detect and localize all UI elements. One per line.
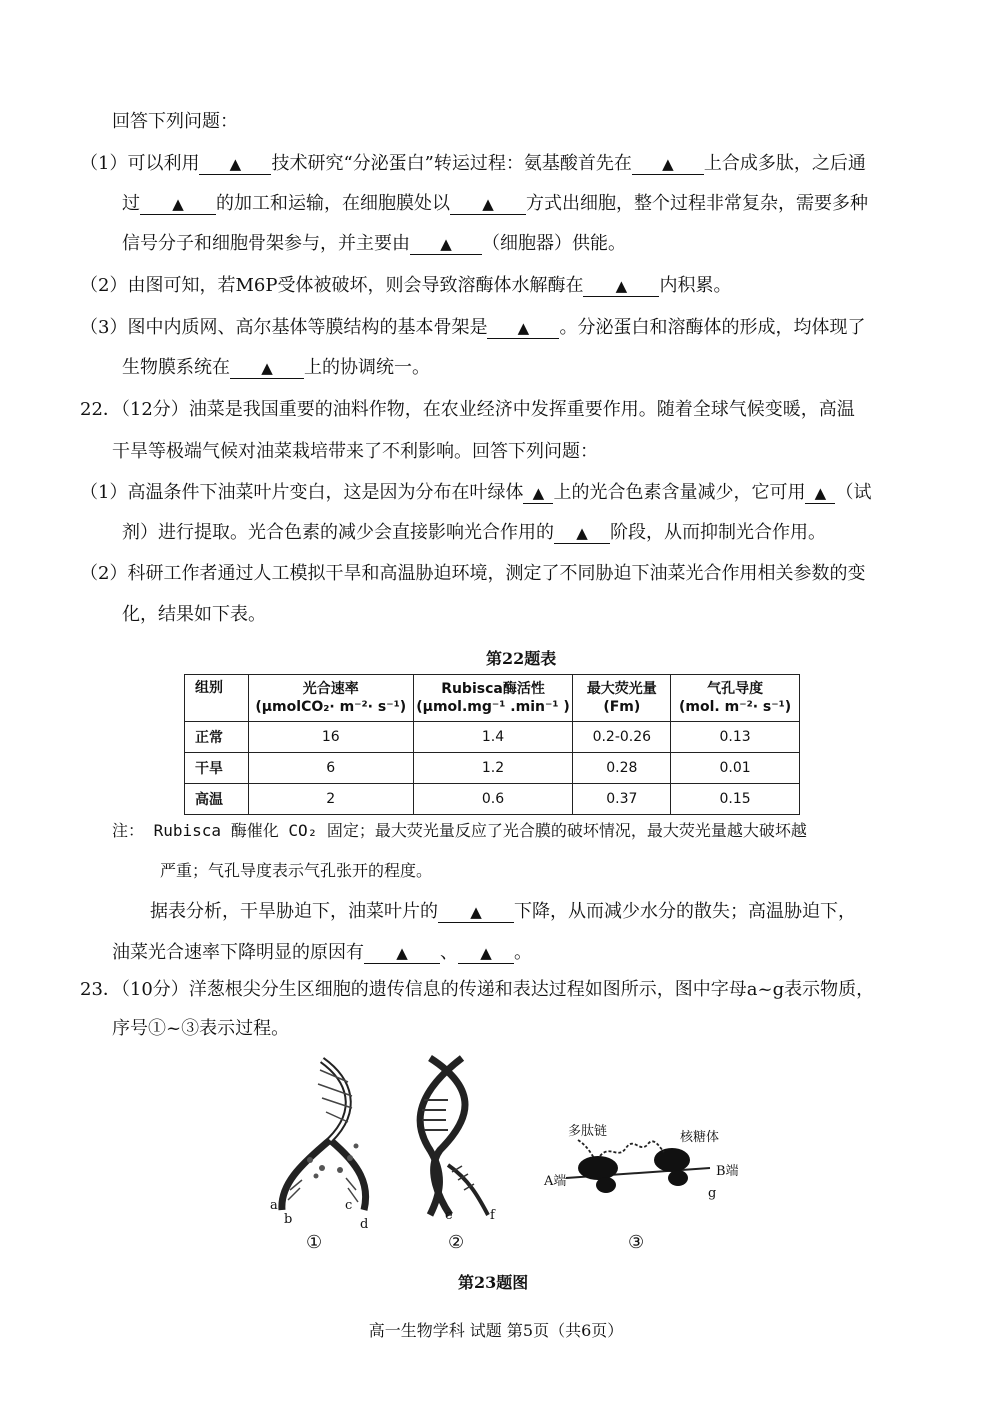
figure-caption: 第23题图	[458, 1273, 529, 1292]
group-cell: 高温	[185, 784, 249, 815]
label-b-end: B端	[716, 1164, 739, 1179]
q21-part1-line2: 过 ▲ 的加工和运输，在细胞膜处以 ▲ 方式出细胞，整个过程非常复杂，需要多种	[122, 193, 868, 214]
answer-blank[interactable]: ▲	[140, 194, 216, 215]
q22-heading: 22．（12分）油菜是我国重要的油料作物，在农业经济中发挥重要作用。随着全球气候变暖，高温	[80, 399, 855, 420]
answer-blank[interactable]: ▲	[487, 318, 559, 339]
table-row	[185, 784, 800, 815]
table-cell: 1.4	[413, 722, 573, 753]
group-cell: 干旱	[185, 753, 249, 784]
q21-part3-line1: （3）图中内质网、高尔基体等膜结构的基本骨架是 ▲ 。分泌蛋白和溶酶体的形成，均体现了	[80, 317, 866, 338]
label-g: g	[708, 1186, 717, 1201]
answer-blank[interactable]: ▲	[632, 154, 704, 175]
table-cell: 0.6	[413, 784, 573, 815]
answer-blank[interactable]: ▲	[554, 523, 610, 544]
label-b: b	[284, 1212, 293, 1227]
q22-analysis-line1: 据表分析，干旱胁迫下，油菜叶片的 ▲ 下降，从而减少水分的散失；高温胁迫下，	[150, 901, 856, 922]
table-cell: 0.13	[671, 722, 800, 753]
answer-blank[interactable]: ▲	[438, 902, 514, 923]
table-header-row	[185, 675, 800, 722]
answer-blank[interactable]: ▲	[458, 943, 514, 964]
answer-blank[interactable]: ▲	[523, 483, 553, 504]
header-cell: 气孔导度 (mol. m⁻²· s⁻¹)	[671, 675, 800, 722]
table-note-line1: 注： Rubisca 酶催化 CO₂ 固定；最大荧光量反应了光合膜的破坏情况，最大荧光量越大破坏越	[112, 821, 807, 840]
table-cell: 0.15	[671, 784, 800, 815]
answer-blank[interactable]: ▲	[805, 483, 835, 504]
label-d: d	[360, 1217, 369, 1232]
table-cell: 1.2	[413, 753, 573, 784]
label-polypeptide: 多肽链	[568, 1124, 608, 1139]
q21-part2: （2）由图可知，若M6P受体被破坏，则会导致溶酶体水解酶在 ▲ 内积累。	[80, 275, 732, 296]
label-e: e	[445, 1208, 453, 1223]
answer-blank[interactable]: ▲	[410, 234, 482, 255]
table-cell: 2	[248, 784, 413, 815]
header-cell: Rubisca酶活性 (μmol.mg⁻¹ .min⁻¹ )	[413, 675, 573, 722]
table-cell: 6	[248, 753, 413, 784]
figure-number-2: ②	[448, 1232, 465, 1253]
figure-number-1: ①	[306, 1232, 323, 1253]
label-ribosome: 核糖体	[680, 1130, 720, 1145]
q21-part1-line1: （1）可以利用 ▲ 技术研究“分泌蛋白”转运过程：氨基酸首先在 ▲ 上合成多肽，之后通	[80, 153, 866, 174]
table-note-line2: 严重；气孔导度表示气孔张开的程度。	[160, 861, 433, 880]
label-f: f	[490, 1208, 495, 1223]
table-cell: 16	[248, 722, 413, 753]
q23-heading-cont: 序号①~③表示过程。	[112, 1018, 290, 1039]
group-cell: 正常	[185, 722, 249, 753]
answer-blank[interactable]: ▲	[199, 154, 271, 175]
table-cell: 0.01	[671, 753, 800, 784]
table-cell: 0.28	[573, 753, 671, 784]
answer-blank[interactable]: ▲	[450, 194, 526, 215]
answer-blank[interactable]: ▲	[364, 943, 440, 964]
label-c: c	[345, 1198, 353, 1213]
results-table	[184, 674, 800, 815]
table-cell: 0.2-0.26	[573, 722, 671, 753]
q22-heading-cont: 干旱等极端气候对油菜栽培带来了不利影响。回答下列问题：	[112, 441, 598, 462]
header-cell: 光合速率 (μmolCO₂· m⁻²· s⁻¹)	[248, 675, 413, 722]
figure-number-3: ③	[628, 1232, 645, 1253]
header-cell: 最大荧光量 (Fm)	[573, 675, 671, 722]
answer-blank[interactable]: ▲	[230, 358, 304, 379]
q22-part2-line1: （2）科研工作者通过人工模拟干旱和高温胁迫环境，测定了不同胁迫下油菜光合作用相关参数的变	[80, 563, 866, 584]
q22-part2-line2: 化，结果如下表。	[122, 604, 266, 625]
transcription-figure	[400, 1050, 510, 1230]
table-row	[185, 753, 800, 784]
intro-text: 回答下列问题：	[112, 111, 238, 132]
answer-blank[interactable]: ▲	[583, 276, 659, 297]
label-a: a	[270, 1198, 278, 1213]
q23-heading: 23．（10分）洋葱根尖分生区细胞的遗传信息的传递和表达过程如图所示，图中字母a~g表示物质，	[80, 979, 875, 1000]
q21-part3-line2: 生物膜系统在 ▲ 上的协调统一。	[122, 357, 430, 378]
table-caption: 第22题表	[486, 649, 557, 668]
q22-part1-line1: （1）高温条件下油菜叶片变白，这是因为分布在叶绿体 ▲ 上的光合色素含量减少，它可用 ▲ （试	[80, 482, 872, 503]
q22-part1-line2: 剂）进行提取。光合色素的减少会直接影响光合作用的 ▲ 阶段，从而抑制光合作用。	[122, 522, 826, 543]
page-footer: 高一生物学科 试题 第5页（共6页）	[368, 1321, 624, 1340]
header-cell: 组别	[185, 675, 249, 722]
table-row	[185, 722, 800, 753]
label-a-end: A端	[544, 1174, 567, 1189]
dna-replication-figure	[260, 1050, 400, 1230]
q22-analysis-line2: 油菜光合速率下降明显的原因有 ▲ 、 ▲ 。	[112, 942, 532, 963]
table-cell: 0.37	[573, 784, 671, 815]
q21-part1-line3: 信号分子和细胞骨架参与，并主要由 ▲ （细胞器）供能。	[122, 233, 626, 254]
